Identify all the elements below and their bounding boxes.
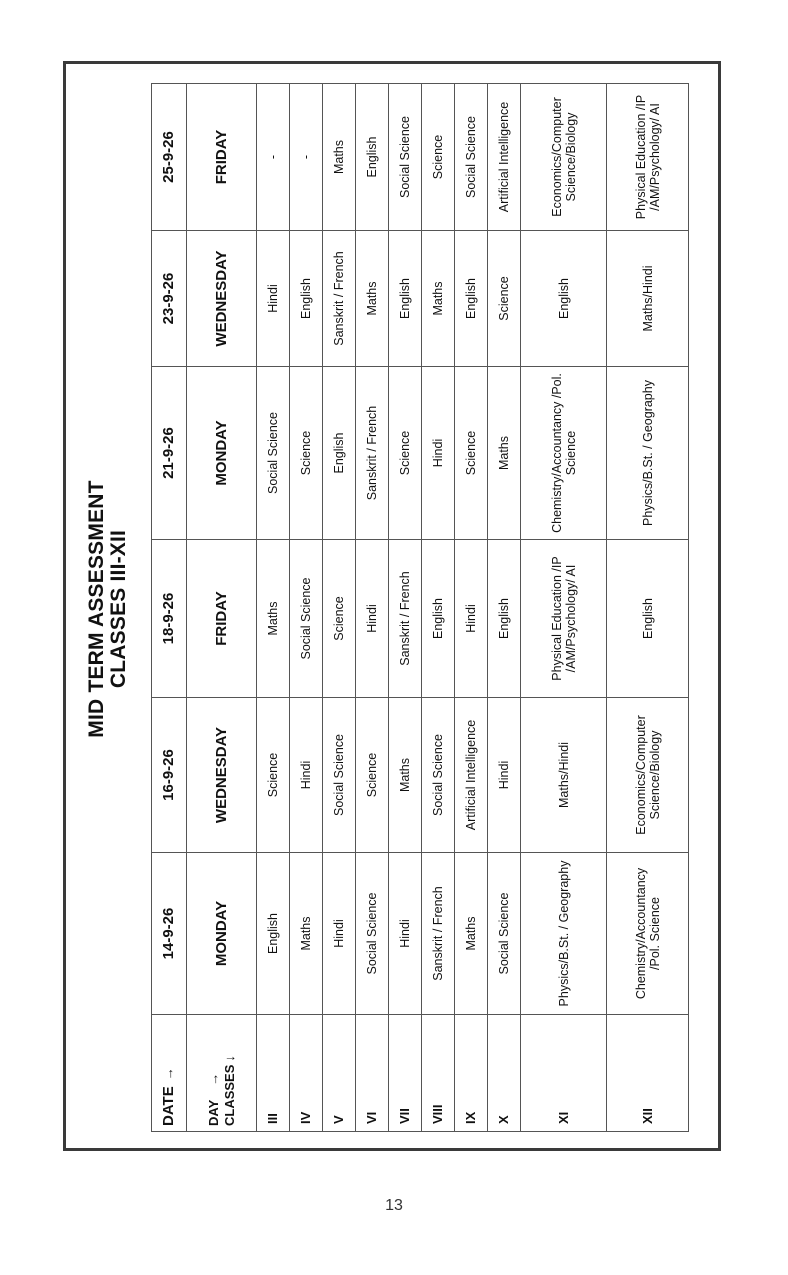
subject-cell: Artificial Intelligence (488, 84, 521, 231)
subject-cell: English (607, 540, 689, 698)
subject-cell: Social Science (290, 540, 323, 698)
class-label: IV (290, 1015, 323, 1132)
subject-cell: Chemistry/Accountancy /Pol. Science (521, 367, 607, 540)
class-row (521, 84, 607, 1132)
class-label: V (323, 1015, 356, 1132)
class-label: XII (607, 1015, 689, 1132)
subject-cell: Maths/Hindi (607, 231, 689, 367)
right-arrow-icon: → (161, 1067, 176, 1081)
class-label: III (257, 1015, 290, 1132)
subject-cell: Physics/B.St. / Geography (521, 853, 607, 1015)
class-row (290, 84, 323, 1132)
subject-cell: Chemistry/Accountancy /Pol. Science (607, 853, 689, 1015)
subject-cell: Science (488, 231, 521, 367)
subject-cell: Maths (290, 853, 323, 1015)
subject-cell: Social Science (422, 698, 455, 853)
class-row (488, 84, 521, 1132)
date-label-cell (152, 1015, 187, 1132)
date-cell: 18-9-26 (152, 540, 187, 698)
subject-cell: Maths (323, 84, 356, 231)
subject-cell: - (290, 84, 323, 231)
subject-cell: Sanskrit / French (422, 853, 455, 1015)
subject-cell: Hindi (356, 540, 389, 698)
class-row (257, 84, 290, 1132)
subject-cell: Economics/Computer Science/Biology (607, 698, 689, 853)
subject-cell: Social Science (389, 84, 422, 231)
subject-cell: Science (356, 698, 389, 853)
subject-cell: English (455, 231, 488, 367)
subject-cell: Maths (455, 853, 488, 1015)
subject-cell: Science (290, 367, 323, 540)
subject-cell: Maths (389, 698, 422, 853)
right-arrow-icon: → (205, 1072, 221, 1086)
down-arrow-icon: ↓ (221, 1055, 237, 1062)
day-cell: FRIDAY (187, 84, 257, 231)
subject-cell: Science (455, 367, 488, 540)
subject-cell: Hindi (455, 540, 488, 698)
day-cell: MONDAY (187, 367, 257, 540)
page-title (86, 64, 130, 1154)
class-row (455, 84, 488, 1132)
date-cell: 23-9-26 (152, 231, 187, 367)
date-cell: 25-9-26 (152, 84, 187, 231)
page-number: 13 (385, 1197, 403, 1214)
subject-cell: English (257, 853, 290, 1015)
title-line-1: MID TERM ASSESSMENT (85, 480, 108, 738)
subject-cell: Social Science (488, 853, 521, 1015)
class-label: VIII (422, 1015, 455, 1132)
subject-cell: Social Science (455, 84, 488, 231)
class-label: VII (389, 1015, 422, 1132)
page-frame (63, 61, 721, 1151)
subject-cell: Physical Education /IP /AM/Psychology/ AI (521, 540, 607, 698)
class-row (422, 84, 455, 1132)
subject-cell: English (290, 231, 323, 367)
class-label: IX (455, 1015, 488, 1132)
subject-cell: Science (389, 367, 422, 540)
subject-cell: Social Science (356, 853, 389, 1015)
subject-cell: Physical Education /IP /AM/Psychology/ AI (607, 84, 689, 231)
class-row (389, 84, 422, 1132)
subject-cell: Sanskrit / French (323, 231, 356, 367)
subject-cell: English (422, 540, 455, 698)
class-label: X (488, 1015, 521, 1132)
schedule-body (152, 84, 689, 1132)
class-label: XI (521, 1015, 607, 1132)
subject-cell: Maths (488, 367, 521, 540)
subject-cell: Physics/B.St. / Geography (607, 367, 689, 540)
subject-cell: English (389, 231, 422, 367)
day-classes-label-cell (187, 1015, 257, 1132)
date-cell: 16-9-26 (152, 698, 187, 853)
subject-cell: Maths/Hindi (521, 698, 607, 853)
subject-cell: Hindi (290, 698, 323, 853)
subject-cell: Hindi (488, 698, 521, 853)
subject-cell: Hindi (389, 853, 422, 1015)
subject-cell: Science (422, 84, 455, 231)
subject-cell: English (488, 540, 521, 698)
subject-cell: English (323, 367, 356, 540)
date-row (152, 84, 187, 1132)
subject-cell: Science (323, 540, 356, 698)
subject-cell: Hindi (422, 367, 455, 540)
class-label: VI (356, 1015, 389, 1132)
subject-cell: Sanskrit / French (389, 540, 422, 698)
day-row (187, 84, 257, 1132)
date-label: DATE (160, 1086, 177, 1126)
day-cell: WEDNESDAY (187, 231, 257, 367)
subject-cell: English (356, 84, 389, 231)
subject-cell: Maths (356, 231, 389, 367)
date-cell: 14-9-26 (152, 853, 187, 1015)
subject-cell: Hindi (323, 853, 356, 1015)
rotated-content (66, 64, 724, 1154)
class-row (356, 84, 389, 1132)
subject-cell: - (257, 84, 290, 231)
subject-cell: English (521, 231, 607, 367)
subject-cell: Maths (257, 540, 290, 698)
day-label: DAY (205, 1099, 221, 1126)
class-row (607, 84, 689, 1132)
subject-cell: Social Science (323, 698, 356, 853)
day-cell: FRIDAY (187, 540, 257, 698)
classes-label: CLASSES (221, 1064, 237, 1126)
date-cell: 21-9-26 (152, 367, 187, 540)
day-cell: WEDNESDAY (187, 698, 257, 853)
class-row (323, 84, 356, 1132)
subject-cell: Science (257, 698, 290, 853)
subject-cell: Artificial Intelligence (455, 698, 488, 853)
exam-schedule-table (151, 83, 689, 1132)
day-cell: MONDAY (187, 853, 257, 1015)
subject-cell: Social Science (257, 367, 290, 540)
subject-cell: Sanskrit / French (356, 367, 389, 540)
subject-cell: Maths (422, 231, 455, 367)
subject-cell: Economics/Computer Science/Biology (521, 84, 607, 231)
subject-cell: Hindi (257, 231, 290, 367)
title-line-2: CLASSES III-XII (107, 529, 130, 689)
